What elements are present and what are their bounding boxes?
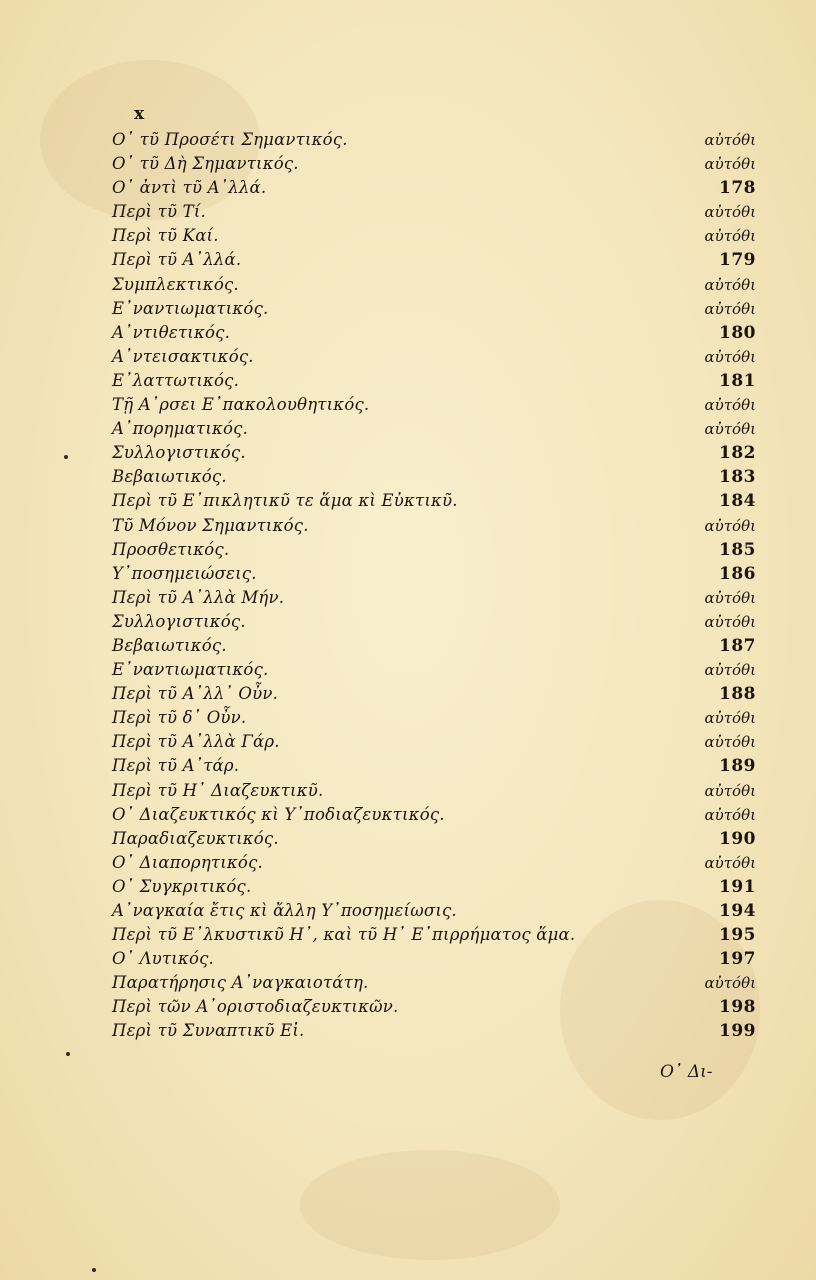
toc-entry-title: Συλλογιστικός.	[112, 443, 246, 463]
toc-entry-page-ref: αὐτόθι	[704, 974, 756, 993]
toc-entry	[112, 658, 756, 682]
toc-entry-page-ref: 181	[719, 370, 756, 391]
toc-entry-page-ref: αὐτόθι	[704, 709, 756, 728]
toc-entry-page-ref: 183	[719, 467, 756, 488]
toc-entry-page-ref: αὐτόθι	[704, 516, 756, 535]
toc-entry	[112, 200, 756, 224]
toc-entry	[112, 827, 756, 851]
toc-entry-page-ref: αὐτόθι	[704, 396, 756, 415]
toc-entry-title: Ο᾽ ἀντὶ τῦ Α᾽λλά.	[112, 178, 267, 198]
toc-entry-title: Περὶ τῶν Α᾽οριστοδιαζευκτικῶν.	[112, 997, 399, 1017]
toc-entry-page-ref: αὐτόθι	[704, 275, 756, 294]
toc-entry-title: Παραδιαζευκτικός.	[112, 828, 279, 848]
ink-speck	[92, 1268, 96, 1272]
toc-entry-title: Α᾽ναγκαία ἔτις κὶ ἄλλη Υ᾽ποσημείωσις.	[112, 901, 457, 920]
toc-entry-title: Βεβαιωτικός.	[112, 635, 227, 655]
toc-entry-title: Περὶ τῦ Τί.	[112, 202, 206, 222]
toc-entry-page-ref: 179	[719, 250, 756, 271]
toc-entry-page-ref: αὐτόθι	[704, 203, 756, 222]
toc-entry-page-ref: 180	[719, 322, 756, 343]
toc-entry	[112, 923, 756, 947]
toc-entry	[112, 345, 756, 369]
toc-entry-page-ref: αὐτόθι	[704, 805, 756, 824]
ink-speck	[64, 455, 68, 459]
toc-entry-title: Ε᾽ναντιωματικός.	[112, 660, 269, 680]
toc-entry-title: Ε᾽ναντιωματικός.	[112, 298, 269, 318]
toc-entry-page-ref: 178	[719, 178, 756, 199]
toc-entry	[112, 947, 756, 971]
toc-entry-page-ref: 194	[719, 901, 756, 921]
toc-entry-page-ref: αὐτόθι	[704, 299, 756, 318]
toc-entry-title: Βεβαιωτικός.	[112, 467, 227, 487]
toc-entry-page-ref: αὐτόθι	[704, 733, 756, 752]
toc-entry-page-ref: 198	[719, 997, 756, 1018]
toc-entry	[112, 682, 756, 706]
toc-entry	[112, 224, 756, 248]
toc-entry-page-ref: αὐτόθι	[704, 661, 756, 680]
toc-entry-title: Α᾽ντιθετικός.	[112, 322, 231, 342]
toc-entry-page-ref: 197	[719, 949, 756, 970]
toc-entry-title: Περὶ τῦ Α᾽λλὰ Γάρ.	[112, 732, 280, 752]
toc-entry-page-ref: αὐτόθι	[704, 155, 756, 174]
toc-entry	[112, 128, 756, 152]
ink-speck	[66, 1052, 70, 1056]
toc-entry-title: Περὶ τῦ Α᾽λλ᾽ Οὖν.	[112, 684, 279, 704]
toc-entry-page-ref: αὐτόθι	[704, 347, 756, 366]
toc-entry	[112, 297, 756, 321]
toc-entry	[112, 634, 756, 658]
toc-entry	[112, 489, 756, 513]
toc-entry-page-ref: 199	[719, 1021, 756, 1042]
toc-entry-title: Περὶ τῦ Η᾽ Διαζευκτικῦ.	[112, 780, 324, 800]
page-number: x	[134, 104, 146, 124]
toc-entry-page-ref: 185	[719, 539, 756, 560]
toc-entry-title: Περὶ τῦ Α᾽τάρ.	[112, 756, 240, 776]
toc-entry-page-ref: 188	[719, 684, 756, 705]
toc-entry	[112, 586, 756, 610]
toc-entry-title: Α᾽πορηματικός.	[112, 419, 249, 439]
toc-entry-title: Παρατήρησις Α᾽ναγκαιοτάτη.	[112, 973, 369, 993]
toc-entry-page-ref: 182	[719, 443, 756, 464]
toc-entry	[112, 321, 756, 345]
toc-entry	[112, 465, 756, 489]
toc-entry-title: Περὶ τῦ Ε᾽πικλητικῦ τε ἅμα κὶ Εὐκτικῦ.	[112, 491, 458, 511]
toc-entry	[112, 562, 756, 586]
toc-entry-title: Περὶ τῦ Α᾽λλὰ Μήν.	[112, 587, 285, 607]
toc-entry	[112, 441, 756, 465]
toc-entry	[112, 899, 756, 923]
toc-entry-title: Περὶ τῦ Α᾽λλά.	[112, 250, 242, 270]
toc-entry-page-ref: 195	[719, 925, 756, 946]
toc-entry-title: Ο᾽ Συγκριτικός.	[112, 876, 252, 896]
toc-entry-title: Προσθετικός.	[112, 539, 230, 559]
catchword: Ο᾽ Δι-	[660, 1062, 713, 1082]
toc-entry	[112, 1019, 756, 1043]
toc-entry-title: Ο᾽ Λυτικός.	[112, 949, 215, 969]
toc-entry	[112, 152, 756, 176]
toc-entry	[112, 803, 756, 827]
toc-entry-title: Συμπλεκτικός.	[112, 274, 239, 294]
toc-entry-page-ref: αὐτόθι	[704, 131, 756, 149]
toc-entry	[112, 369, 756, 393]
toc-entry-page-ref: 184	[719, 491, 756, 512]
toc-entry-page-ref: 186	[719, 563, 756, 584]
toc-entry	[112, 995, 756, 1019]
toc-entry	[112, 851, 756, 875]
toc-entry-title: Ε᾽λαττωτικός.	[112, 370, 240, 390]
toc-entry	[112, 779, 756, 803]
toc-entry	[112, 610, 756, 634]
toc-entry-page-ref: 190	[719, 828, 756, 849]
toc-entry-title: Συλλογιστικός.	[112, 611, 246, 631]
toc-entry-page-ref: αὐτόθι	[704, 588, 756, 607]
paper-stain	[300, 1150, 560, 1260]
toc-entry	[112, 417, 756, 441]
toc-entry-page-ref: αὐτόθι	[704, 227, 756, 246]
toc-entry-page-ref: 189	[719, 756, 756, 777]
toc-entry-title: Α᾽ντεισακτικός.	[112, 346, 254, 366]
toc-entry-title: Ο᾽ Διαπορητικός.	[112, 852, 263, 872]
toc-entry-title: Υ᾽ποσημειώσεις.	[112, 563, 257, 583]
toc-entry	[112, 538, 756, 562]
toc-entry	[112, 875, 756, 899]
toc-entry-title: Περὶ τῦ δ᾽ Οὖν.	[112, 708, 247, 728]
toc-entry	[112, 754, 756, 778]
toc-entry-title: Περὶ τῦ Συναπτικῦ Εἰ.	[112, 1021, 305, 1041]
toc-entry-title: Περὶ τῦ Ε᾽λκυστικῦ Η᾽, καὶ τῦ Η᾽ Ε᾽πιρρήματος ἅμα.	[112, 925, 576, 945]
toc-entry	[112, 393, 756, 417]
toc-entry	[112, 176, 756, 200]
toc-entry-page-ref: αὐτόθι	[704, 420, 756, 439]
toc-entry-page-ref: αὐτόθι	[704, 781, 756, 800]
toc-entry-page-ref: αὐτόθι	[704, 853, 756, 872]
toc-entry	[112, 273, 756, 297]
toc-entry-title: Περὶ τῦ Καί.	[112, 226, 219, 246]
toc-entry-title: Τῇ Α᾽ρσει Ε᾽πακολουθητικός.	[112, 395, 370, 415]
toc-entry-page-ref: 187	[719, 635, 756, 656]
toc-entry	[112, 706, 756, 730]
toc-entry-title: Τῦ Μόνον Σημαντικός.	[112, 515, 309, 535]
toc-entry	[112, 971, 756, 995]
table-of-contents	[112, 128, 756, 1044]
toc-entry	[112, 514, 756, 538]
toc-entry	[112, 730, 756, 754]
toc-entry-page-ref: 191	[719, 876, 756, 897]
toc-entry-page-ref: αὐτόθι	[704, 612, 756, 631]
toc-entry-title: Ο᾽ τῦ Προσέτι Σημαντικός.	[112, 130, 348, 149]
toc-entry-title: Ο᾽ Διαζευκτικός κὶ Υ᾽ποδιαζευκτικός.	[112, 804, 445, 824]
toc-entry	[112, 248, 756, 272]
toc-entry-title: Ο᾽ τῦ Δὴ Σημαντικός.	[112, 154, 299, 174]
